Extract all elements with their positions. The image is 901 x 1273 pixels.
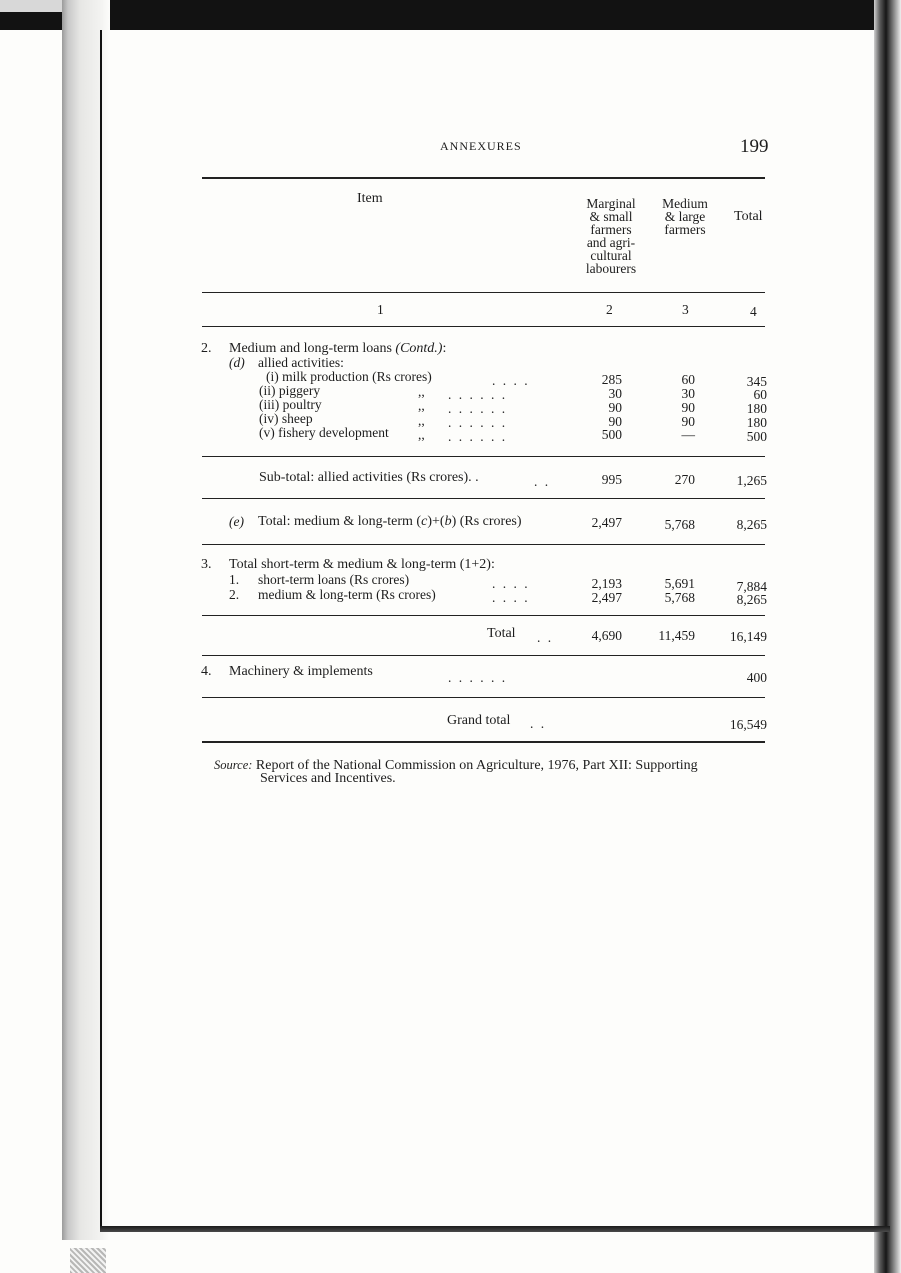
leader-dots: . . . . . . — [448, 401, 508, 416]
column-number: 4 — [750, 304, 757, 319]
header-line: Marginal — [586, 196, 636, 211]
value-total: 60 — [753, 387, 767, 402]
row-rule — [202, 655, 765, 656]
source-text-line: Services and Incentives. — [260, 771, 396, 786]
source-label: Source: — [214, 758, 253, 772]
ditto-mark: ,, — [418, 413, 425, 428]
value-total: 7,884 — [736, 579, 767, 594]
row-label: (v) fishery development — [259, 425, 389, 440]
title-text: Medium and long-term loans — [229, 341, 396, 356]
leader-dots: . . . . — [492, 373, 530, 388]
total-label: Total — [487, 626, 516, 641]
value-total: 8,265 — [736, 592, 767, 607]
value-total: 1,265 — [736, 473, 767, 488]
scan-book-gutter — [62, 0, 110, 1240]
row-rule — [202, 456, 765, 457]
value-marginal: 2,497 — [591, 590, 622, 605]
value-medium: 60 — [681, 372, 695, 387]
value-medium: 30 — [681, 386, 695, 401]
value-total: 500 — [746, 429, 767, 444]
value-total: 180 — [746, 401, 767, 416]
value-medium: — — [681, 427, 695, 442]
row-number: 2. — [229, 587, 240, 602]
grand-total-label: Grand total — [447, 713, 511, 728]
value-total: 8,265 — [736, 517, 767, 532]
row-label: (ii) piggery — [259, 383, 321, 398]
header-line: cultural — [590, 248, 632, 263]
subsection-letter: (e) — [229, 514, 244, 529]
subsection-letter: (d) — [229, 355, 245, 370]
title-colon: : — [442, 341, 447, 356]
leader-dots: . . — [534, 474, 551, 489]
row-label: short-term loans (Rs crores) — [258, 572, 410, 587]
column-number: 3 — [682, 302, 689, 317]
subsection-label: allied activities: — [258, 355, 344, 370]
value-medium: 11,459 — [658, 628, 695, 643]
column-header-marginal — [578, 197, 644, 275]
value-medium: 5,768 — [664, 517, 695, 532]
label-part: ) (Rs crores) — [451, 514, 522, 529]
label-italic: c — [421, 514, 428, 529]
value-total: 400 — [746, 670, 767, 685]
label-part: )+( — [427, 514, 445, 529]
value-medium: 5,691 — [664, 576, 695, 591]
label-part: Total: medium & long-term ( — [258, 514, 422, 529]
label-italic: b — [444, 514, 452, 529]
section-number: 4. — [201, 664, 212, 679]
row-label: (iv) sheep — [259, 411, 313, 426]
header-line: labourers — [585, 261, 637, 276]
scan-gutter-line — [100, 30, 102, 1230]
table-bottom-rule — [202, 741, 765, 743]
value-marginal: 285 — [601, 372, 622, 387]
header-line: farmers — [590, 222, 632, 237]
header-line: farmers — [664, 222, 706, 237]
row-rule — [202, 544, 765, 545]
subsection-marker — [229, 355, 245, 371]
value-medium: 270 — [674, 472, 695, 487]
scan-right-border — [874, 0, 901, 1273]
section-title: Total short-term & medium & long-term (1+2): — [229, 557, 495, 572]
row-number: 1. — [229, 572, 240, 587]
column-header-total: Total — [734, 209, 763, 224]
leader-dots: . . . . . . — [448, 415, 508, 430]
header-rule — [202, 292, 765, 293]
column-number-rule — [202, 326, 765, 327]
value-marginal: 995 — [601, 472, 622, 487]
scan-bottom-border — [100, 1226, 890, 1232]
leader-dots: . . . . . . — [448, 387, 508, 402]
header-line: Medium — [662, 196, 708, 211]
column-number: 2 — [606, 302, 613, 317]
total-medium-long-label — [258, 514, 522, 530]
title-contd: (Contd.) — [395, 341, 443, 356]
section-number: 3. — [201, 557, 212, 572]
scan-corner-noise — [70, 1248, 106, 1273]
row-label: medium & long-term (Rs crores) — [258, 587, 436, 602]
value-total: 345 — [746, 374, 767, 389]
page-number: 199 — [740, 136, 769, 157]
ditto-mark: ,, — [418, 398, 425, 413]
value-marginal: 2,193 — [591, 576, 622, 591]
value-total: 16,149 — [729, 629, 767, 644]
column-header-medium — [654, 197, 716, 236]
leader-dots: . . . . . . — [448, 429, 508, 444]
leader-dots: . . . . — [492, 576, 530, 591]
column-header-item: Item — [357, 191, 383, 206]
leader-dots: . . — [530, 716, 547, 731]
ditto-mark: ,, — [418, 427, 425, 442]
row-label: (i) milk production (Rs crores) — [266, 369, 432, 384]
value-marginal: 30 — [608, 386, 622, 401]
subsection-marker — [229, 514, 244, 530]
section-number: 2. — [201, 341, 212, 356]
source-text-line: Report of the National Commission on Agriculture, 1976, Part XII: Supporting — [255, 758, 698, 773]
header-line: and agri- — [586, 235, 636, 250]
value-medium: 5,768 — [664, 590, 695, 605]
value-total: 180 — [746, 415, 767, 430]
running-head: ANNEXURES — [440, 139, 522, 153]
row-rule — [202, 697, 765, 698]
value-medium: 90 — [681, 400, 695, 415]
ditto-mark: ,, — [418, 384, 425, 399]
column-number: 1 — [377, 302, 384, 317]
value-marginal: 90 — [608, 400, 622, 415]
header-line: & small — [589, 209, 633, 224]
row-rule — [202, 498, 765, 499]
leader-dots: . . . . . . — [448, 670, 508, 685]
leader-dots: . . — [537, 630, 554, 645]
grand-total-value: 16,549 — [729, 717, 767, 732]
scan-corner-edge — [0, 0, 70, 12]
subtotal-label: Sub-total: allied activities (Rs crores). . — [259, 470, 479, 485]
value-marginal: 500 — [601, 427, 622, 442]
value-marginal: 2,497 — [591, 515, 622, 530]
value-marginal: 4,690 — [591, 628, 622, 643]
table-top-rule — [202, 177, 765, 179]
section-label: Machinery & implements — [229, 664, 373, 679]
leader-dots: . . . . — [492, 590, 530, 605]
value-marginal: 90 — [608, 414, 622, 429]
row-label: (iii) poultry — [259, 397, 322, 412]
value-medium: 90 — [681, 414, 695, 429]
scan-top-border — [0, 0, 901, 30]
header-line: & large — [664, 209, 706, 224]
row-rule — [202, 615, 765, 616]
